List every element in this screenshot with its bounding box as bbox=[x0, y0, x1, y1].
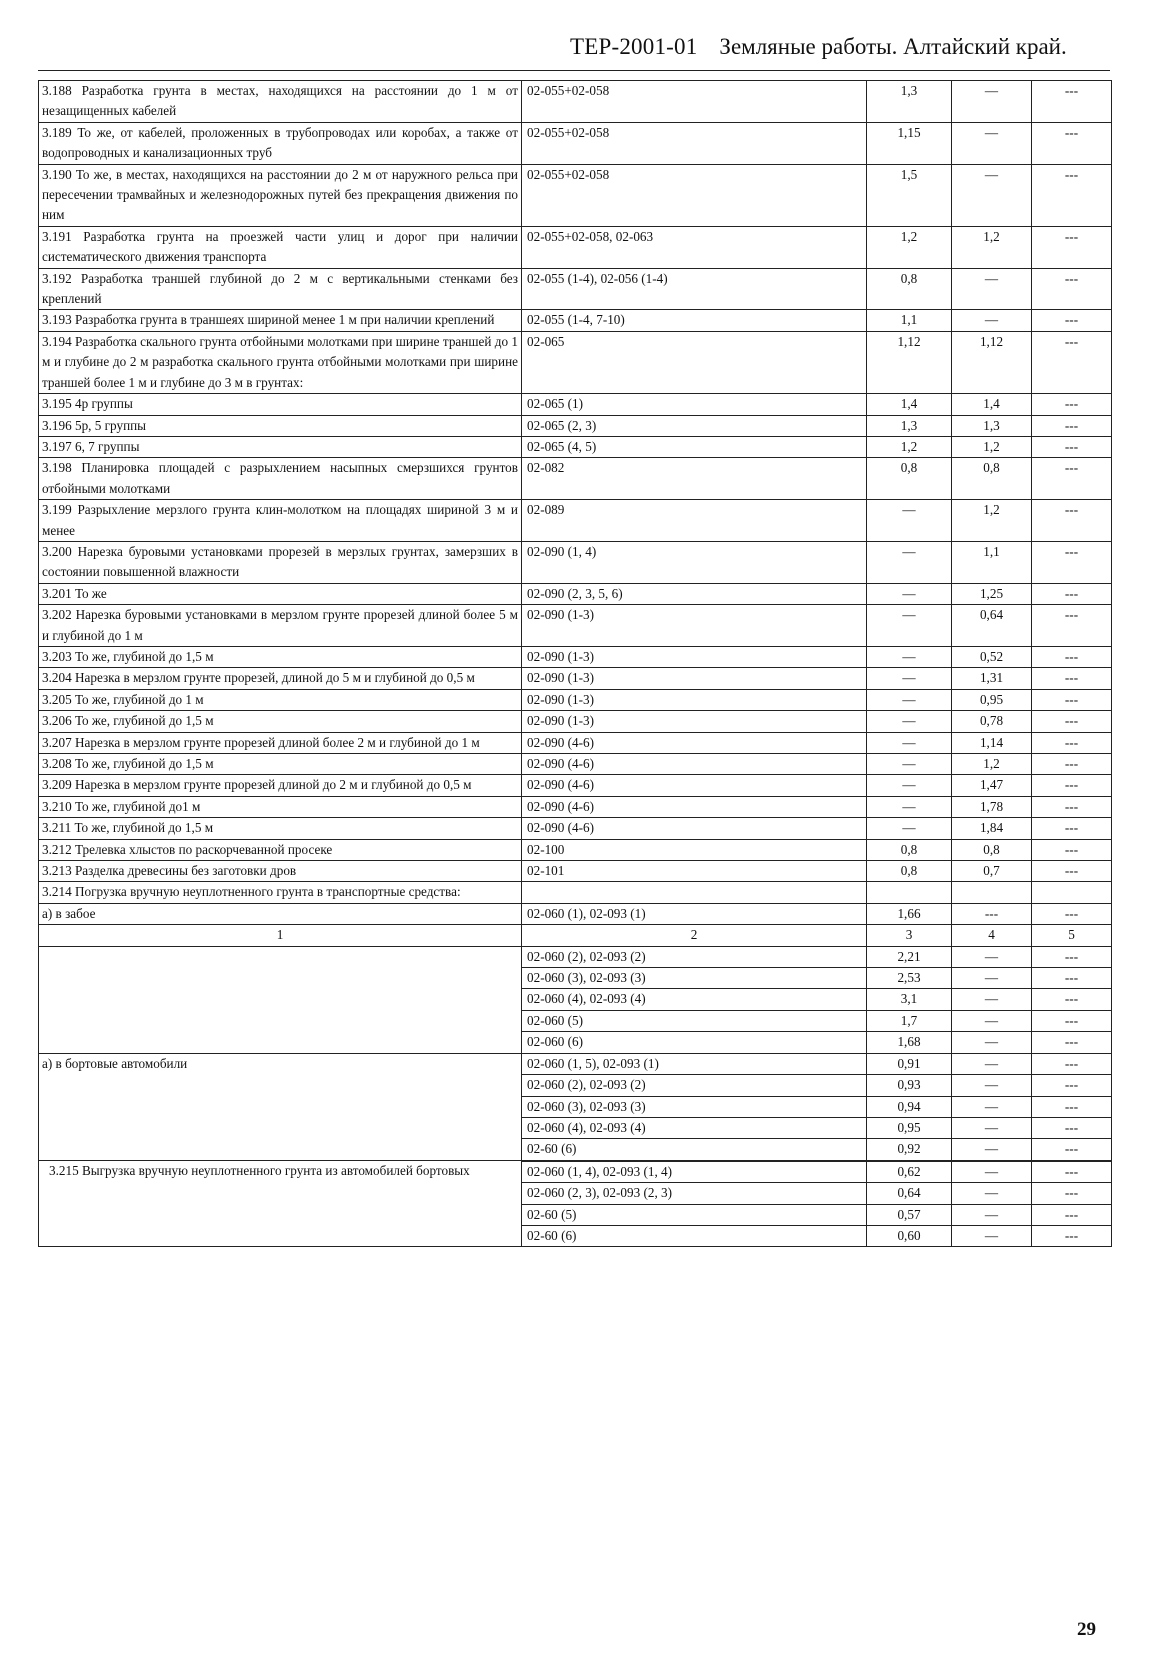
coef-cell: — bbox=[952, 1204, 1032, 1225]
coef-cell: 0,95 bbox=[952, 689, 1032, 710]
description-cell: 3.189 То же, от кабелей, проложенных в трубопроводах или коробах, а также от водопроводных и канализационных труб bbox=[39, 122, 522, 164]
code-cell: 02-60 (5) bbox=[522, 1204, 867, 1225]
coef-cell: — bbox=[867, 732, 952, 753]
column-number: 1 bbox=[39, 925, 522, 946]
code-cell: 02-060 (4), 02-093 (4) bbox=[522, 1117, 867, 1138]
description-cell: а) в забое bbox=[39, 903, 522, 924]
code-cell: 02-060 (1, 4), 02-093 (1, 4) bbox=[522, 1161, 867, 1182]
document-title: Земляные работы. Алтайский край. bbox=[719, 34, 1067, 59]
coef-cell: 1,14 bbox=[952, 732, 1032, 753]
table-row bbox=[39, 711, 1112, 732]
coef-cell: — bbox=[867, 818, 952, 839]
code-cell: 02-060 (6) bbox=[522, 1032, 867, 1053]
coef-cell: 1,1 bbox=[952, 541, 1032, 583]
coef-cell: --- bbox=[1032, 1204, 1112, 1225]
coef-cell: 1,84 bbox=[952, 818, 1032, 839]
coef-cell: 0,64 bbox=[867, 1183, 952, 1204]
coef-cell: --- bbox=[1032, 732, 1112, 753]
table-row bbox=[39, 122, 1112, 164]
description-cell: 3.210 То же, глубиной до1 м bbox=[39, 796, 522, 817]
coef-cell: — bbox=[952, 1096, 1032, 1117]
coef-cell: --- bbox=[1032, 861, 1112, 882]
coef-cell: 1,12 bbox=[952, 331, 1032, 393]
coef-cell: 1,5 bbox=[867, 164, 952, 226]
code-cell: 02-065 (1) bbox=[522, 394, 867, 415]
coef-cell: — bbox=[952, 122, 1032, 164]
table-row bbox=[39, 796, 1112, 817]
coef-cell: --- bbox=[1032, 1075, 1112, 1096]
code-cell: 02-090 (1-3) bbox=[522, 668, 867, 689]
coef-cell: 1,2 bbox=[867, 226, 952, 268]
table-row bbox=[39, 500, 1112, 542]
coef-cell: --- bbox=[1032, 711, 1112, 732]
coef-cell: 1,3 bbox=[952, 415, 1032, 436]
coef-cell: 3,1 bbox=[867, 989, 952, 1010]
coef-cell: --- bbox=[1032, 1117, 1112, 1138]
coef-cell: — bbox=[867, 796, 952, 817]
coef-cell: --- bbox=[1032, 1139, 1112, 1160]
table-row bbox=[39, 668, 1112, 689]
coef-cell: --- bbox=[1032, 818, 1112, 839]
description-cell: 3.208 То же, глубиной до 1,5 м bbox=[39, 754, 522, 775]
code-cell: 02-090 (4-6) bbox=[522, 796, 867, 817]
description-cell: 3.195 4р группы bbox=[39, 394, 522, 415]
description-cell: 3.211 То же, глубиной до 1,5 м bbox=[39, 818, 522, 839]
coef-cell: --- bbox=[1032, 541, 1112, 583]
coef-cell bbox=[952, 882, 1032, 903]
coef-cell: 0,92 bbox=[867, 1139, 952, 1160]
coef-cell: 1,2 bbox=[952, 226, 1032, 268]
table-row bbox=[39, 946, 1112, 967]
description-cell: 3.191 Разработка грунта на проезжей части улиц и дорог при наличии систематического движения транспорта bbox=[39, 226, 522, 268]
code-cell: 02-060 (4), 02-093 (4) bbox=[522, 989, 867, 1010]
description-cell: 3.206 То же, глубиной до 1,5 м bbox=[39, 711, 522, 732]
coef-cell: — bbox=[952, 1161, 1032, 1182]
coef-cell: — bbox=[952, 1032, 1032, 1053]
coef-cell: — bbox=[867, 646, 952, 667]
description-cell: 3.196 5р, 5 группы bbox=[39, 415, 522, 436]
code-cell: 02-055+02-058 bbox=[522, 81, 867, 123]
code-cell: 02-090 (1, 4) bbox=[522, 541, 867, 583]
table-row bbox=[39, 605, 1112, 647]
coef-cell: — bbox=[952, 1139, 1032, 1160]
coef-cell: 1,7 bbox=[867, 1010, 952, 1031]
code-cell: 02-055+02-058 bbox=[522, 122, 867, 164]
code-cell: 02-090 (1-3) bbox=[522, 605, 867, 647]
page-header bbox=[570, 34, 1110, 70]
coef-cell: — bbox=[952, 1117, 1032, 1138]
table-row bbox=[39, 268, 1112, 310]
coef-cell: --- bbox=[1032, 946, 1112, 967]
coef-cell: — bbox=[867, 754, 952, 775]
coef-cell: — bbox=[952, 81, 1032, 123]
coef-cell: --- bbox=[1032, 81, 1112, 123]
table-row bbox=[39, 164, 1112, 226]
coef-cell: --- bbox=[1032, 331, 1112, 393]
coef-cell: — bbox=[867, 583, 952, 604]
code-cell: 02-060 (2), 02-093 (2) bbox=[522, 1075, 867, 1096]
coef-cell: 1,15 bbox=[867, 122, 952, 164]
table-row bbox=[39, 646, 1112, 667]
coef-cell: — bbox=[867, 605, 952, 647]
code-cell: 02-060 (5) bbox=[522, 1010, 867, 1031]
coef-cell: 0,94 bbox=[867, 1096, 952, 1117]
table-row bbox=[39, 861, 1112, 882]
coef-cell: — bbox=[867, 711, 952, 732]
coef-cell: 0,60 bbox=[867, 1225, 952, 1246]
coef-cell: 0,64 bbox=[952, 605, 1032, 647]
code-cell: 02-60 (6) bbox=[522, 1225, 867, 1246]
coef-cell: 1,47 bbox=[952, 775, 1032, 796]
coef-cell: 1,3 bbox=[867, 81, 952, 123]
coef-cell bbox=[1032, 882, 1112, 903]
table-row bbox=[39, 583, 1112, 604]
coef-cell: --- bbox=[1032, 968, 1112, 989]
table-row bbox=[39, 436, 1112, 457]
description-cell: 3.190 То же, в местах, находящихся на расстоянии до 2 м от наружного рельса при пересечении трамвайных и железнодорожных путей без прекращения движения по ним bbox=[39, 164, 522, 226]
coef-cell: 0,78 bbox=[952, 711, 1032, 732]
description-cell: 3.204 Нарезка в мерзлом грунте прорезей, длиной до 5 м и глубиной до 0,5 м bbox=[39, 668, 522, 689]
description-cell: 3.203 То же, глубиной до 1,5 м bbox=[39, 646, 522, 667]
description-cell: 3.198 Планировка площадей с разрыхлением насыпных смерзшихся грунтов отбойными молотками bbox=[39, 458, 522, 500]
coef-cell: --- bbox=[1032, 903, 1112, 924]
coef-cell: --- bbox=[1032, 1053, 1112, 1074]
description-cell: 3.193 Разработка грунта в траншеях шириной менее 1 м при наличии креплений bbox=[39, 310, 522, 331]
table-row bbox=[39, 541, 1112, 583]
coef-cell: --- bbox=[1032, 458, 1112, 500]
code-cell: 02-055+02-058 bbox=[522, 164, 867, 226]
coef-cell: — bbox=[952, 1075, 1032, 1096]
coef-cell: 1,66 bbox=[867, 903, 952, 924]
description-cell: 3.188 Разработка грунта в местах, находящихся на расстоянии до 1 м от незащищенных кабелей bbox=[39, 81, 522, 123]
coef-cell: 1,4 bbox=[952, 394, 1032, 415]
description-cell: а) в бортовые автомобили bbox=[39, 1053, 522, 1160]
table-row bbox=[39, 394, 1112, 415]
coef-cell: --- bbox=[1032, 226, 1112, 268]
coef-cell: --- bbox=[1032, 1225, 1112, 1246]
table-row bbox=[39, 458, 1112, 500]
column-number-row bbox=[39, 925, 1112, 946]
column-number: 3 bbox=[867, 925, 952, 946]
table-row bbox=[39, 818, 1112, 839]
coef-cell: — bbox=[952, 164, 1032, 226]
coef-cell: 1,25 bbox=[952, 583, 1032, 604]
table-row bbox=[39, 839, 1112, 860]
coef-cell: — bbox=[952, 946, 1032, 967]
table-row bbox=[39, 331, 1112, 393]
description-cell: 3.214 Погрузка вручную неуплотненного грунта в транспортные средства: bbox=[39, 882, 522, 903]
code-cell: 02-065 (4, 5) bbox=[522, 436, 867, 457]
column-number: 5 bbox=[1032, 925, 1112, 946]
description-cell: 3.197 6, 7 группы bbox=[39, 436, 522, 457]
description-cell: 3.212 Трелевка хлыстов по раскорчеванной просеке bbox=[39, 839, 522, 860]
coef-cell: — bbox=[952, 1225, 1032, 1246]
code-cell: 02-090 (4-6) bbox=[522, 818, 867, 839]
coef-cell: — bbox=[952, 968, 1032, 989]
table-row bbox=[39, 775, 1112, 796]
code-cell: 02-060 (2), 02-093 (2) bbox=[522, 946, 867, 967]
coef-cell: 1,4 bbox=[867, 394, 952, 415]
coef-cell: 1,12 bbox=[867, 331, 952, 393]
coef-cell: 0,95 bbox=[867, 1117, 952, 1138]
code-cell: 02-090 (4-6) bbox=[522, 754, 867, 775]
code-cell: 02-090 (1-3) bbox=[522, 689, 867, 710]
code-cell: 02-060 (1), 02-093 (1) bbox=[522, 903, 867, 924]
coef-cell bbox=[867, 882, 952, 903]
coef-cell: 1,1 bbox=[867, 310, 952, 331]
coef-cell: 1,78 bbox=[952, 796, 1032, 817]
coef-cell: 0,91 bbox=[867, 1053, 952, 1074]
coef-cell: 2,21 bbox=[867, 946, 952, 967]
coef-cell: — bbox=[867, 541, 952, 583]
coef-cell: --- bbox=[1032, 989, 1112, 1010]
code-cell: 02-090 (4-6) bbox=[522, 732, 867, 753]
coef-cell: 1,31 bbox=[952, 668, 1032, 689]
code-cell: 02-090 (1-3) bbox=[522, 711, 867, 732]
code-cell: 02-055 (1-4), 02-056 (1-4) bbox=[522, 268, 867, 310]
table-row bbox=[39, 226, 1112, 268]
table-row bbox=[39, 689, 1112, 710]
code-cell: 02-065 bbox=[522, 331, 867, 393]
table-row bbox=[39, 81, 1112, 123]
coef-cell: — bbox=[952, 1010, 1032, 1031]
coef-cell: 0,52 bbox=[952, 646, 1032, 667]
description-cell: 3.201 То же bbox=[39, 583, 522, 604]
coef-cell: 1,2 bbox=[867, 436, 952, 457]
code-cell: 02-060 (3), 02-093 (3) bbox=[522, 1096, 867, 1117]
coef-cell: 0,8 bbox=[952, 839, 1032, 860]
code-cell: 02-055 (1-4, 7-10) bbox=[522, 310, 867, 331]
coef-cell: --- bbox=[1032, 500, 1112, 542]
table-row bbox=[39, 903, 1112, 924]
code-cell: 02-060 (1, 5), 02-093 (1) bbox=[522, 1053, 867, 1074]
coef-cell: — bbox=[952, 268, 1032, 310]
code-cell: 02-089 bbox=[522, 500, 867, 542]
coef-cell: --- bbox=[1032, 310, 1112, 331]
coef-cell: --- bbox=[1032, 796, 1112, 817]
coef-cell: — bbox=[952, 310, 1032, 331]
page-number: 29 bbox=[1077, 1619, 1096, 1640]
code-cell: 02-055+02-058, 02-063 bbox=[522, 226, 867, 268]
coef-cell: --- bbox=[1032, 268, 1112, 310]
code-cell: 02-100 bbox=[522, 839, 867, 860]
description-cell: 3.192 Разработка траншей глубиной до 2 м с вертикальными стенками без креплений bbox=[39, 268, 522, 310]
coef-cell: 2,53 bbox=[867, 968, 952, 989]
coef-cell: 0,57 bbox=[867, 1204, 952, 1225]
description-cell: 3.215 Выгрузка вручную неуплотненного грунта из автомобилей бортовых bbox=[39, 1160, 522, 1247]
coef-cell: --- bbox=[1032, 583, 1112, 604]
coef-cell: --- bbox=[1032, 646, 1112, 667]
coef-cell: --- bbox=[1032, 605, 1112, 647]
coef-cell: 1,2 bbox=[952, 500, 1032, 542]
description-cell: 3.202 Нарезка буровыми установками в мерзлом грунте прорезей длиной более 5 м и глубиной до 1 м bbox=[39, 605, 522, 647]
code-cell: 02-090 (4-6) bbox=[522, 775, 867, 796]
code-cell: 02-090 (1-3) bbox=[522, 646, 867, 667]
coef-cell: --- bbox=[1032, 754, 1112, 775]
coef-cell: --- bbox=[1032, 689, 1112, 710]
coef-cell: 1,3 bbox=[867, 415, 952, 436]
header-rule bbox=[38, 70, 1110, 71]
coef-cell: — bbox=[867, 500, 952, 542]
coef-cell: --- bbox=[1032, 415, 1112, 436]
coef-cell: --- bbox=[952, 903, 1032, 924]
coef-cell: — bbox=[952, 1053, 1032, 1074]
description-cell: 3.199 Разрыхление мерзлого грунта клин-молотком на площадях шириной 3 м и менее bbox=[39, 500, 522, 542]
coef-cell: 0,8 bbox=[867, 861, 952, 882]
table-row bbox=[39, 310, 1112, 331]
coef-cell: --- bbox=[1032, 1183, 1112, 1204]
code-cell: 02-082 bbox=[522, 458, 867, 500]
coef-cell: --- bbox=[1032, 122, 1112, 164]
description-cell: 3.213 Разделка древесины без заготовки дров bbox=[39, 861, 522, 882]
coef-cell: 0,93 bbox=[867, 1075, 952, 1096]
code-cell: 02-060 (3), 02-093 (3) bbox=[522, 968, 867, 989]
coef-cell: --- bbox=[1032, 1161, 1112, 1182]
coef-cell: 0,7 bbox=[952, 861, 1032, 882]
code-cell bbox=[522, 882, 867, 903]
coef-cell: 0,8 bbox=[952, 458, 1032, 500]
coef-cell: 0,8 bbox=[867, 458, 952, 500]
code-cell: 02-065 (2, 3) bbox=[522, 415, 867, 436]
coef-cell: --- bbox=[1032, 1032, 1112, 1053]
coef-cell: — bbox=[867, 689, 952, 710]
coef-cell: 1,2 bbox=[952, 754, 1032, 775]
coef-cell: — bbox=[952, 1183, 1032, 1204]
table-row bbox=[39, 882, 1112, 903]
code-cell: 02-60 (6) bbox=[522, 1139, 867, 1160]
description-cell: 3.200 Нарезка буровыми установками прорезей в мерзлых грунтах, замерзших в состоянии повышенной влажности bbox=[39, 541, 522, 583]
description-cell bbox=[39, 946, 522, 1053]
code-cell: 02-060 (2, 3), 02-093 (2, 3) bbox=[522, 1183, 867, 1204]
coef-cell: --- bbox=[1032, 436, 1112, 457]
column-number: 4 bbox=[952, 925, 1032, 946]
coef-cell: --- bbox=[1032, 668, 1112, 689]
coef-cell: — bbox=[952, 989, 1032, 1010]
description-cell: 3.209 Нарезка в мерзлом грунте прорезей длиной до 2 м и глубиной до 0,5 м bbox=[39, 775, 522, 796]
coef-cell: 0,62 bbox=[867, 1161, 952, 1182]
coef-cell: --- bbox=[1032, 839, 1112, 860]
coefficients-table bbox=[38, 80, 1112, 1247]
table-row bbox=[39, 415, 1112, 436]
coef-cell: --- bbox=[1032, 1010, 1112, 1031]
coef-cell: 0,8 bbox=[867, 839, 952, 860]
code-cell: 02-101 bbox=[522, 861, 867, 882]
code-cell: 02-090 (2, 3, 5, 6) bbox=[522, 583, 867, 604]
coef-cell: 0,8 bbox=[867, 268, 952, 310]
description-cell: 3.207 Нарезка в мерзлом грунте прорезей длиной более 2 м и глубиной до 1 м bbox=[39, 732, 522, 753]
coef-cell: — bbox=[867, 668, 952, 689]
coef-cell: --- bbox=[1032, 394, 1112, 415]
description-cell: 3.194 Разработка скального грунта отбойными молотками при ширине траншей до 1 м и глубине до 2 м разработка скального грунта отбойными молотками при ширине траншей более 1 м и глубине до 3 м в грунтах: bbox=[39, 331, 522, 393]
coef-cell: --- bbox=[1032, 1096, 1112, 1117]
coef-cell: 1,68 bbox=[867, 1032, 952, 1053]
coef-cell: — bbox=[867, 775, 952, 796]
table-row bbox=[39, 732, 1112, 753]
table-row bbox=[39, 754, 1112, 775]
coef-cell: --- bbox=[1032, 164, 1112, 226]
description-cell: 3.205 То же, глубиной до 1 м bbox=[39, 689, 522, 710]
table-row bbox=[39, 1053, 1112, 1074]
coef-cell: --- bbox=[1032, 775, 1112, 796]
document-code: ТЕР-2001-01 bbox=[570, 34, 698, 59]
column-number: 2 bbox=[522, 925, 867, 946]
coef-cell: 1,2 bbox=[952, 436, 1032, 457]
